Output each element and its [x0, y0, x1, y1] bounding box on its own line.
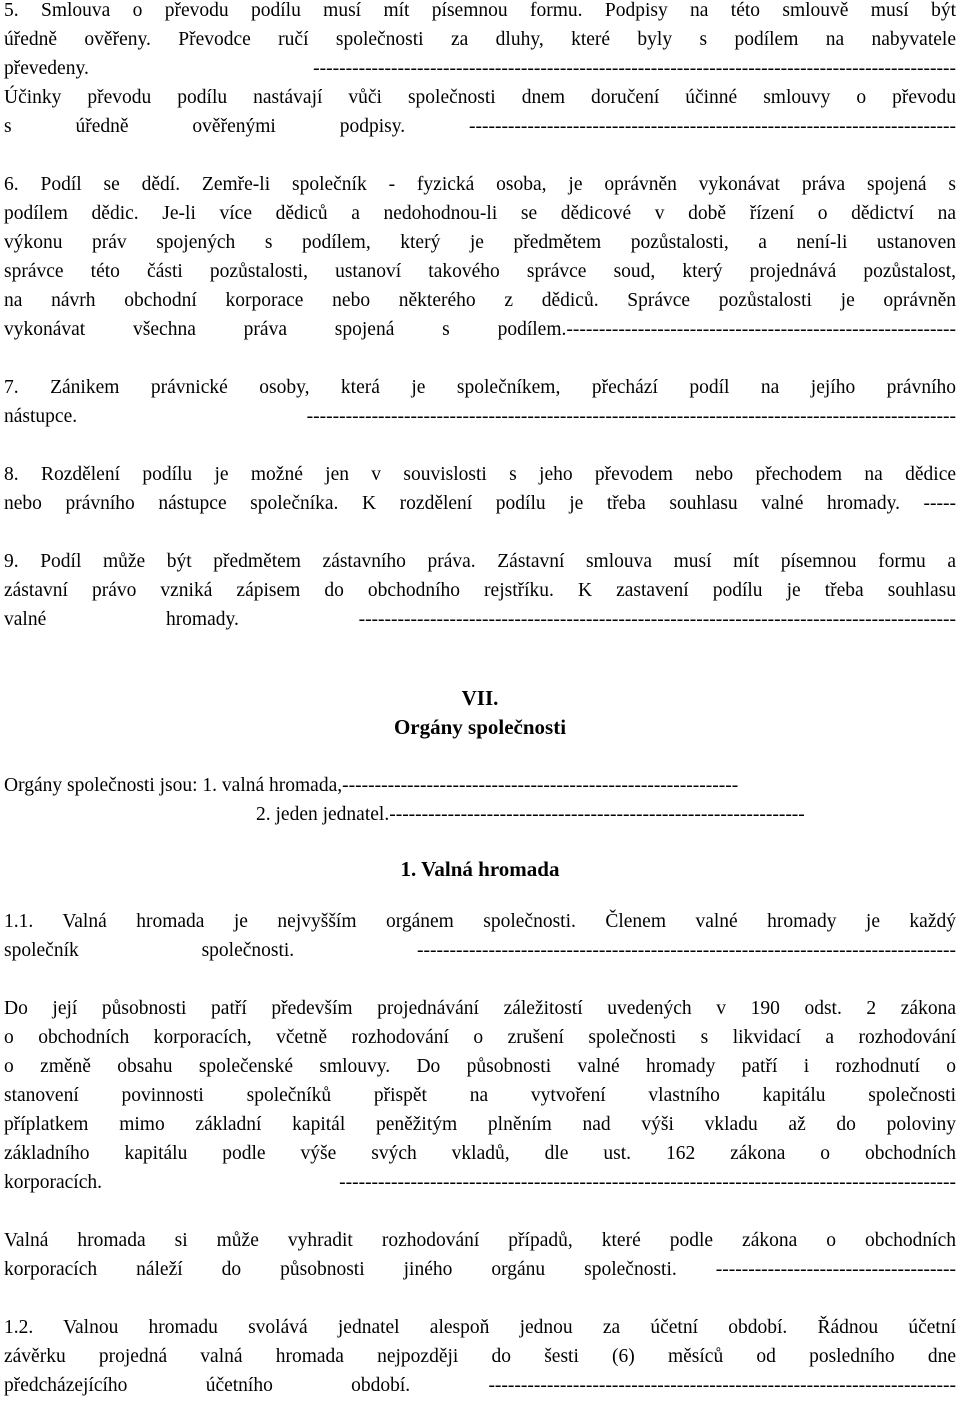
chapter-number: VII.	[461, 686, 499, 710]
text-line: základního kapitálu podle výše svých vkladů, dle ust. 162 zákona o obchodních	[4, 1143, 956, 1164]
section-5	[4, 0, 956, 141]
spacer	[4, 965, 956, 994]
organs-second: 2. jeden jednatel.	[256, 804, 390, 825]
spacer	[4, 634, 956, 684]
dash-filler: -------------------------------------------------------------	[342, 775, 739, 796]
spacer	[4, 431, 956, 460]
text-line: 5. Smlouva o převodu podílu musí mít písemnou formu. Podpisy na této smlouvě musí být	[4, 0, 956, 21]
text-line: 6. Podíl se dědí. Zemře-li společník - fyzická osoba, je oprávněn vykonávat práva spojená s	[4, 174, 956, 195]
text-line: korporacích. -----------------------------------------------------------------------------------------------	[4, 1172, 956, 1193]
spacer	[4, 884, 956, 907]
text-line: 7. Zánikem právnické osoby, která je společníkem, přechází podíl na jejího právního	[4, 377, 956, 398]
text-line: správce této části pozůstalosti, ustanoví takového správce soud, který projednává pozůstalost,	[4, 261, 956, 282]
organs-intro: Orgány společnosti jsou: 1. valná hromada,	[4, 775, 343, 796]
text-line: 9. Podíl může být předmětem zástavního práva. Zástavní smlouva musí mít písemnou formu a	[4, 551, 956, 572]
section-6	[4, 170, 956, 344]
organs-list-line-2	[4, 800, 956, 829]
section-8	[4, 460, 956, 518]
text-line: na návrh obchodní korporace nebo některého z dědiců. Správce pozůstalosti je oprávněn	[4, 290, 956, 311]
text-line: 1.2. Valnou hromadu svolává jednatel alespoň jednou za účetní období. Řádnou účetní	[4, 1317, 956, 1338]
spacer	[4, 141, 956, 170]
text-line: stanovení povinnosti společníků přispět na vytvoření vlastního kapitálu společnosti	[4, 1085, 956, 1106]
text-line: podílem dědic. Je-li více dědiců a nedohodnou-li se dědicové v době řízení o dědictví na	[4, 203, 956, 224]
spacer	[4, 1284, 956, 1313]
spacer	[4, 518, 956, 547]
text-line: o obchodních korporacích, včetně rozhodování o zrušení společnosti s likvidací a rozhodování	[4, 1027, 956, 1048]
text-line: nástupce. ----------------------------------------------------------------------------------------------------	[4, 406, 956, 427]
text-line: Účinky převodu podílu nastávají vůči společnosti dnem doručení účinné smlouvy o převodu	[4, 87, 956, 108]
text-line: s úředně ověřenými podpisy. ---------------------------------------------------------------------------	[4, 116, 956, 137]
subchapter-title: 1. Valná hromada	[400, 857, 560, 881]
text-line: vykonávat všechna práva spojená s podílem.------------------------------------------------------------	[4, 319, 956, 340]
paragraph-reserve	[4, 1226, 956, 1284]
dash-filler: ----------------------------------------------------------------	[389, 804, 805, 825]
text-line: korporacích náleží do působnosti jiného orgánu společnosti. -------------------------------------	[4, 1259, 956, 1280]
text-line: předcházejícího účetního období. ------------------------------------------------------------------------	[4, 1375, 956, 1396]
organs-list-line-1	[4, 771, 956, 800]
text-line: Do její působnosti patří především projednávání záležitostí uvedených v 190 odst. 2 zákona	[4, 998, 956, 1019]
text-line: 1.1. Valná hromada je nejvyšším orgánem společnosti. Členem valné hromady je každý	[4, 911, 956, 932]
text-line: úředně ověřeny. Převodce ručí společnosti za dluhy, které byly s podílem na nabyvatele	[4, 29, 956, 50]
text-line: příplatkem mimo základní kapitál peněžitým plněním nad výši vkladu až do poloviny	[4, 1114, 956, 1135]
text-line: výkonu práv spojených s podílem, který je předmětem pozůstalosti, a není-li ustanoven	[4, 232, 956, 253]
text-line: Valná hromada si může vyhradit rozhodování případů, které podle zákona o obchodních	[4, 1230, 956, 1251]
text-line: 8. Rozdělení podílu je možné jen v souvislosti s jeho převodem nebo přechodem na dědice	[4, 464, 956, 485]
text-line: valné hromady. --------------------------------------------------------------------------------------------	[4, 609, 956, 630]
paragraph-1-2	[4, 1313, 956, 1400]
text-line: nebo právního nástupce společníka. K rozdělení podílu je třeba souhlasu valné hromady. -----	[4, 493, 956, 514]
text-line: zástavní právo vzniká zápisem do obchodního rejstříku. K zastavení podílu je třeba souhlasu	[4, 580, 956, 601]
paragraph-competence	[4, 994, 956, 1197]
text-line: o změně obsahu společenské smlouvy. Do působnosti valné hromady patří i rozhodnutí o	[4, 1056, 956, 1077]
section-7	[4, 373, 956, 431]
document-page	[4, 0, 956, 1400]
spacer	[4, 344, 956, 373]
spacer	[4, 742, 956, 771]
text-line: převedeny. ---------------------------------------------------------------------------------------------------	[4, 58, 956, 79]
section-9	[4, 547, 956, 634]
chapter-title: Orgány společnosti	[393, 715, 567, 739]
text-line: závěrku projedná valná hromada nejpozději do šesti (6) měsíců od posledního dne	[4, 1346, 956, 1367]
text-line: společník společnosti. -----------------------------------------------------------------------------------	[4, 940, 956, 961]
spacer	[4, 1197, 956, 1226]
spacer	[4, 829, 956, 855]
paragraph-1-1	[4, 907, 956, 965]
